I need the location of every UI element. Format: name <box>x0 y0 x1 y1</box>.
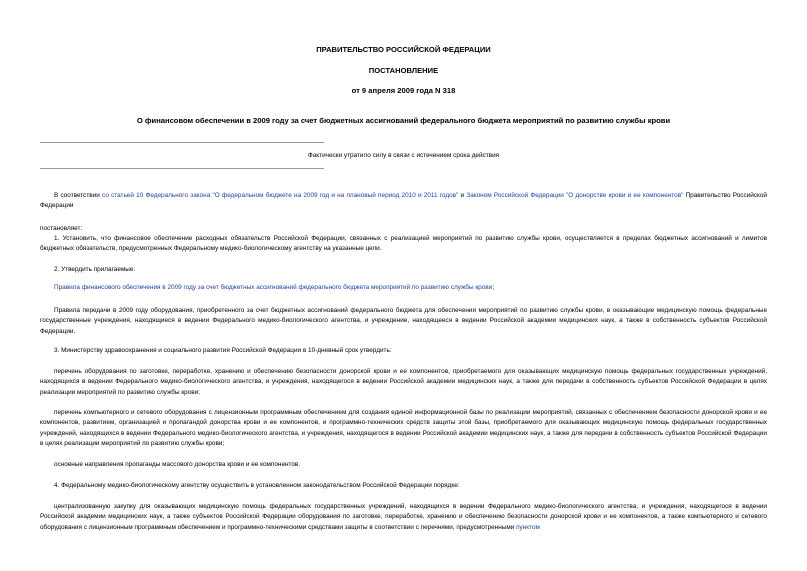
item-3-propaganda: основные направления пропаганды массового донорства крови и ее компонентов. <box>54 461 301 468</box>
issuing-authority: ПРАВИТЕЛЬСТВО РОССИЙСКОЙ ФЕДЕРАЦИИ <box>316 45 491 54</box>
item-4-procurement <box>40 502 767 533</box>
item-1: 1. Установить, что финансовое обеспечение расходных обязательств Российской Федерации, связанных с реализацией мероприятий по развитию службы крови, осуществляется в пределах бюджетных ассигнований и лимитов бюджетных обязательств, предусмотренных Федеральному медико-биологическому агентству на указанные цели. <box>40 235 767 253</box>
rules-financing-link[interactable]: Правила финансового обеспечения в 2009 году за счет бюджетных ассигнований федерального бюджета мероприятий по развитию службы крови <box>54 284 493 291</box>
clause-reference-link[interactable]: пунктом <box>516 523 540 531</box>
rules-financing <box>40 283 767 293</box>
document-date-number: от 9 апреля 2009 года N 318 <box>351 86 456 95</box>
rules-transfer: Правила передачи в 2009 году оборудования, приобретенного за счет бюджетных ассигнований федерального бюджета для обеспечения мероприятий по развитию службы крови, в оказывающие медицинскую помощь федеральные государственные учреждения, находящиеся в ведении Федерального медико-биологического агентства, и учреждение, находящееся в ведении Российской академии медицинских наук, а также в собственность субъектов Российской Федерации. <box>40 307 767 335</box>
blood-donation-law-link[interactable]: Законом Российской Федерации "О донорстве крови и ее компонентов" <box>466 192 684 199</box>
item-3: 3. Министерству здравоохранения и социального развития Российской Федерации в 10-дневный срок утвердить: <box>54 347 392 354</box>
preamble-text-2: и <box>458 192 467 199</box>
preamble <box>40 191 767 212</box>
document-type: ПОСТАНОВЛЕНИЕ <box>368 66 439 75</box>
divider-bottom <box>40 168 324 169</box>
federal-budget-law-link[interactable]: со статьей 10 Федерального закона "О федеральном бюджете на 2009 год и на плановый период 2010 и 2011 годов" <box>102 192 459 199</box>
preamble-text-3: Правительство Российской Федерации <box>40 192 767 210</box>
item-2: 2. Утвердить прилагаемые: <box>54 266 136 273</box>
status-note: Фактически утратило силу в связи с истечением срока действия <box>307 152 500 159</box>
document-title: О финансовом обеспечении в 2009 году за счет бюджетных ассигнований федерального бюджета мероприятий по развитию службы крови <box>136 116 671 125</box>
decree-clause: постановляет: <box>40 225 83 232</box>
rules-financing-end: ; <box>492 284 494 291</box>
preamble-text-1: В соответствии <box>54 192 103 199</box>
item-3-list-computer: перечень компьютерного и сетевого оборудования с лицензионным программным обеспечением для создания единой информационной базы по реализации мероприятий, связанных с обеспечением безопасности донорской крови и ее компонентов, развитием, организацией и пропагандой донорства крови и ее компонентов, и программно-технических средств защиты этой базы, приобретаемого для оказывающих медицинскую помощь федеральных государственных учреждений, находящихся в ведении Федерального медико-биологического агентства, и учреждения, находящегося в ведении Российской академии медицинских наук, а также для передачи в собственность субъектов Российской Федерации в целях реализации мероприятий по развитию службы крови; <box>40 409 767 448</box>
item-4-procurement-text: централизованную закупку для оказывающих медицинскую помощь федеральных государственных учреждений, находящихся в ведении Федерального медико-биологического агентства, и учреждения, находящегося в ведении Российской академии медицинских наук, а также субъектов Российской Федерации оборудования по заготовке, переработке, хранению и обеспечению безопасности донорской крови и ее компонентов, а также компьютерного и сетевого оборудования с лицензионным программным обеспечением и программно-техническими средствами защиты в соответствии с перечнями, предусмотренными <box>40 503 767 531</box>
item-4: 4. Федеральному медико-биологическому агентству осуществить в установленном законодательством Российской Федерации порядке: <box>54 482 460 489</box>
item-3-list-equipment: перечень оборудования по заготовке, переработке, хранению и обеспечению безопасности донорской крови и ее компонентов, приобретаемого для оказывающих медицинскую помощь федеральных государственных учреждений, находящихся в ведении Федерального медико-биологического агентства, и учреждения, находящегося в ведении Российской академии медицинских наук, а также для передачи в собственность субъектов Российской Федерации в целях реализации мероприятий по развитию службы крови; <box>40 368 767 396</box>
divider-top <box>40 142 324 143</box>
